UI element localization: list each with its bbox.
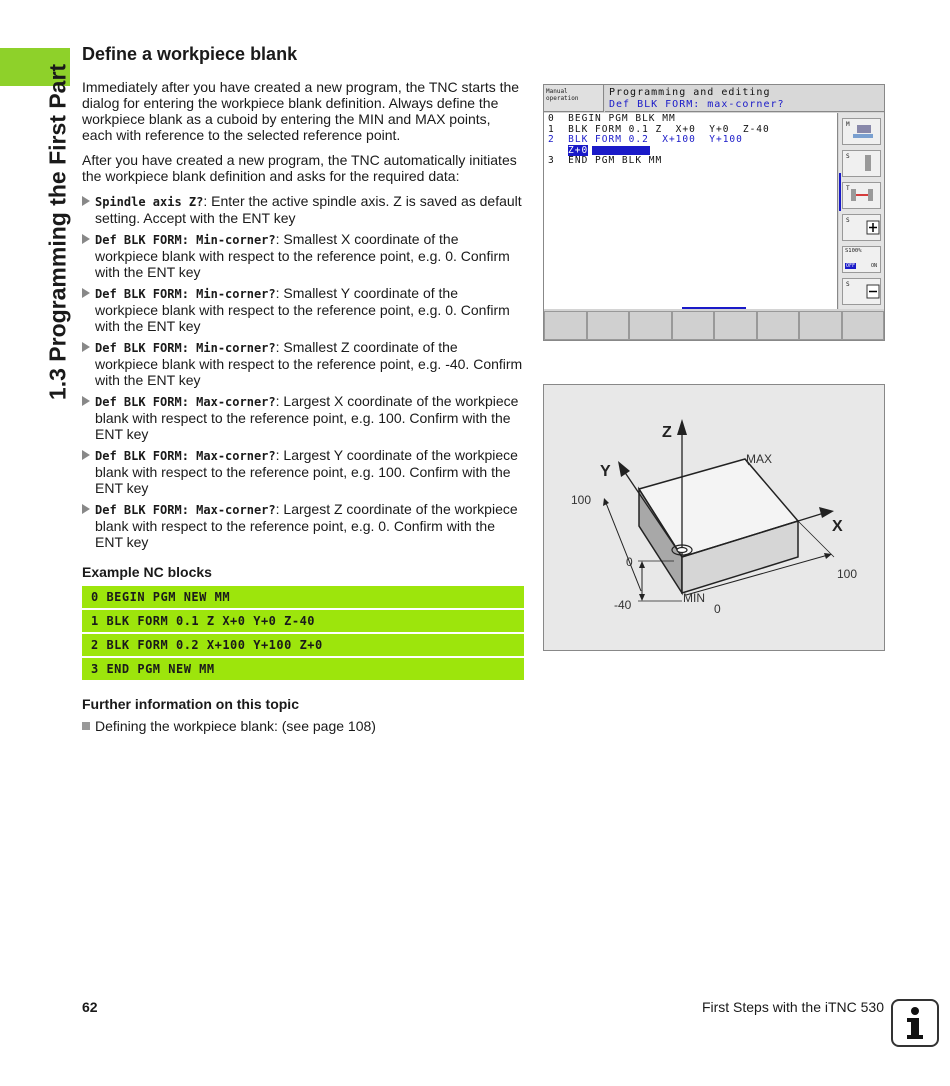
chapter-title: 1.3 Programming the First Part (44, 63, 71, 401)
min-label: MIN (683, 591, 705, 605)
step-item (82, 285, 524, 334)
step-item (82, 231, 524, 280)
square-bullet-icon (82, 722, 90, 730)
mode-line: operation (546, 95, 579, 102)
blank-diagram (543, 384, 885, 651)
softkey-label: S100% (845, 248, 862, 254)
softkey-label: M (846, 121, 850, 128)
step-item (82, 339, 524, 388)
nc-block: 0 BEGIN PGM NEW MM (82, 586, 524, 608)
x-axis-label: X (832, 518, 843, 535)
dialog-code: Def BLK FORM: Max-corner? (95, 503, 276, 517)
z-axis-label: Z (662, 424, 672, 441)
footer-title: First Steps with the iTNC 530 (701, 999, 884, 1015)
z-0-label: 0 (626, 555, 633, 569)
further-heading: Further information on this topic (82, 696, 299, 712)
input-field (592, 146, 650, 155)
program-window (544, 113, 838, 309)
softkey-row (544, 311, 884, 340)
program-line: 3 END PGM BLK MM (548, 155, 663, 166)
softkey-label: S (846, 281, 850, 288)
side-indicator (839, 173, 841, 211)
dialog-code: Def BLK FORM: Max-corner? (95, 449, 276, 463)
softkey[interactable] (842, 311, 885, 340)
info-icon (891, 999, 939, 1047)
softkey-override[interactable] (842, 246, 881, 273)
further-item (82, 718, 524, 734)
further-list (82, 718, 524, 734)
bullet-arrow-icon (82, 288, 90, 298)
info-glyph (893, 1001, 937, 1045)
step-text: : Smallest Z coordinate of the workpiece blank with respect to the reference point, e.g. -40. Confirm with the ENT key (95, 339, 523, 388)
z-minus40-label: -40 (614, 598, 632, 612)
program-line: 0 BEGIN PGM BLK MM (548, 113, 676, 124)
dialog-code: Def BLK FORM: Min-corner? (95, 341, 276, 355)
off-label: OFF (846, 263, 856, 269)
step-text: : Enter the active spindle axis. Z is saved as default setting. Accept with the ENT key (95, 193, 522, 226)
y-arrow-icon (618, 461, 630, 477)
softkey-s-minus[interactable] (842, 278, 881, 305)
x-0-label: 0 (714, 602, 721, 616)
on-label: ON (870, 263, 877, 269)
step-text: : Largest X coordinate of the workpiece blank with respect to the reference point, e.g. 100. Confirm with the ENT key (95, 393, 519, 442)
program-line: 1 BLK FORM 0.1 Z X+0 Y+0 Z-40 (548, 123, 770, 135)
dialog-code: Def BLK FORM: Max-corner? (95, 395, 276, 409)
y-100-label: 100 (571, 493, 592, 507)
softkey[interactable] (799, 311, 842, 340)
bullet-arrow-icon (82, 396, 90, 406)
tnc-header (605, 85, 884, 112)
softkey[interactable] (714, 311, 757, 340)
softkey-label: S (846, 153, 850, 160)
blank-illustration (544, 385, 884, 650)
section-title: Define a workpiece blank (82, 44, 298, 64)
x-arrow-icon (819, 507, 834, 518)
softkey-s[interactable] (842, 150, 881, 177)
softkey-s-plus[interactable] (842, 214, 881, 241)
further-item-text: Defining the workpiece blank: (see page 108) (95, 718, 376, 734)
y-axis-label: Y (600, 463, 611, 480)
step-item (82, 501, 524, 550)
step-text: : Smallest Y coordinate of the workpiece blank with respect to the reference point, e.g. 0. Confirm with the ENT key (95, 285, 510, 334)
softkey[interactable] (544, 311, 587, 340)
step-text: : Largest Z coordinate of the workpiece blank with respect to the reference point, e.g. 0. Confirm with the ENT key (95, 501, 518, 550)
y-dimension-line (606, 503, 641, 591)
softkey[interactable] (629, 311, 672, 340)
initiation-paragraph: After you have created a new program, the TNC automatically initiates the workpiece blank definition and asks for the required data: (82, 152, 517, 184)
tnc-dialog-prompt: Def BLK FORM: max-corner? (609, 99, 785, 110)
max-label: MAX (746, 452, 773, 466)
main-column (82, 44, 524, 734)
mode-line: Manual (546, 88, 568, 95)
bullet-arrow-icon (82, 342, 90, 352)
program-line-active: 2 BLK FORM 0.2 X+100 Y+100 (548, 134, 743, 145)
dialog-code: Def BLK FORM: Min-corner? (95, 233, 276, 247)
bullet-arrow-icon (82, 196, 90, 206)
softkey-m[interactable] (842, 118, 881, 145)
intro-paragraph: Immediately after you have created a new program, the TNC starts the dialog for entering the workpiece blank definition. Always define the workpiece blank as a cuboid by entering the MIN and MAX points, each with reference to the selected reference point. (82, 79, 520, 143)
softkey-label: T (846, 185, 850, 192)
softkey[interactable] (672, 311, 715, 340)
nc-block: 3 END PGM NEW MM (82, 658, 524, 680)
softkey[interactable] (757, 311, 800, 340)
nc-block: 1 BLK FORM 0.1 Z X+0 Y+0 Z-40 (82, 610, 524, 632)
step-item (82, 193, 524, 226)
z-arrow-icon (677, 419, 687, 435)
step-item (82, 393, 524, 442)
softkey-label: S (846, 217, 850, 224)
input-cursor: Z+0 (568, 144, 589, 156)
dialog-code: Spindle axis Z? (95, 195, 204, 209)
nc-block: 2 BLK FORM 0.2 X+100 Y+100 Z+0 (82, 634, 524, 656)
softkey-t[interactable] (842, 182, 881, 209)
scroll-indicator (682, 307, 746, 309)
bullet-arrow-icon (82, 450, 90, 460)
step-text: : Smallest X coordinate of the workpiece blank with respect to the reference point, e.g. 0. Confirm with the ENT key (95, 231, 510, 280)
x-100-label: 100 (837, 567, 858, 581)
step-item (82, 447, 524, 496)
side-softkeys (839, 113, 884, 309)
tnc-header-mode: Programming and editing (609, 87, 771, 98)
tnc-screen (543, 84, 885, 341)
step-list (82, 193, 524, 550)
bullet-arrow-icon (82, 504, 90, 514)
mode-panel (544, 85, 604, 112)
softkey[interactable] (587, 311, 630, 340)
step-text: : Largest Y coordinate of the workpiece blank with respect to the reference point, e.g. 100. Confirm with the ENT key (95, 447, 518, 496)
bullet-arrow-icon (82, 234, 90, 244)
example-heading: Example NC blocks (82, 564, 212, 580)
dialog-code: Def BLK FORM: Min-corner? (95, 287, 276, 301)
page-number: 62 (82, 999, 98, 1015)
